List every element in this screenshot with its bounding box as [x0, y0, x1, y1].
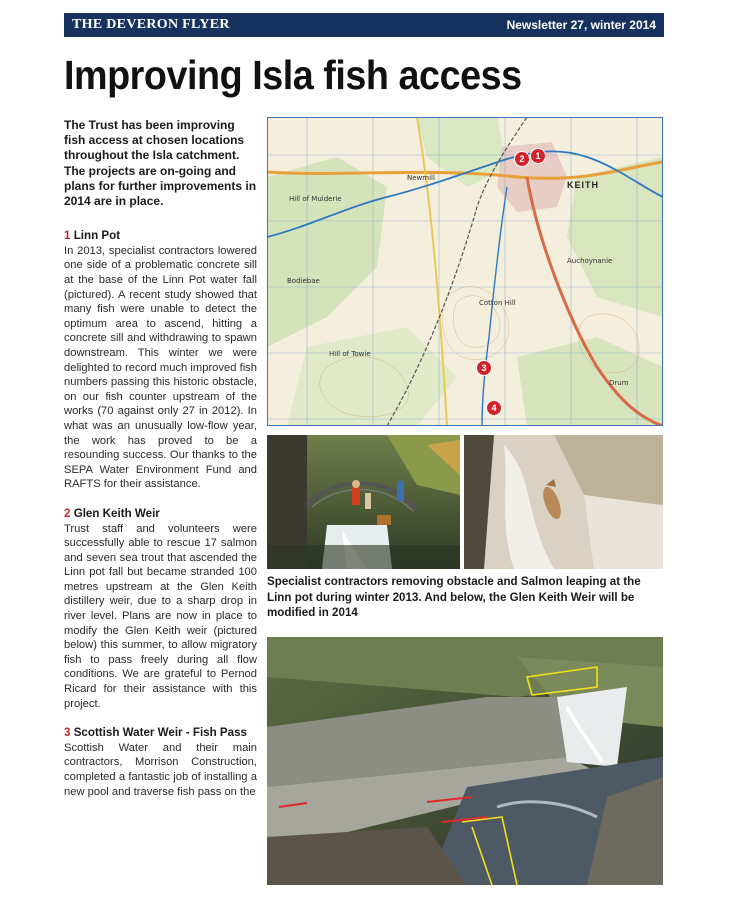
- map-place-label: Hill of Towie: [329, 350, 371, 358]
- glen-keith-weir-photo: [267, 637, 663, 885]
- newsletter-brand: THE DEVERON FLYER: [72, 17, 230, 32]
- map-marker-3: 3: [476, 360, 492, 376]
- map-place-label: Drum: [609, 379, 629, 387]
- map-place-label: Newmill: [407, 174, 435, 182]
- isla-catchment-map: [267, 117, 663, 426]
- section-number: 3: [64, 726, 71, 740]
- town-label-keith: KEITH: [567, 180, 599, 190]
- section-heading-text: Glen Keith Weir: [73, 506, 160, 520]
- section-body-glen-keith: Trust staff and volunteers were successfully able to rescue 17 salmon and seven sea trout that ascended the Linn pot fall but became stranded 100 metres upstream at the Glen Keith distillery weir, due to a sharp drop in river level. Plans are now in place to modify the Glen Keith weir (pictured below) this summer, to allow migratory fish to pass freely during all flow conditions. We are grateful to Pernod Ricard for their assistance with this project.: [64, 522, 257, 710]
- map-place-label: Auchoynanie: [567, 257, 613, 265]
- salmon-photo-artwork: [464, 435, 663, 569]
- map-marker-4: 4: [486, 400, 502, 416]
- section-heading-text: Scottish Water Weir - Fish Pass: [73, 726, 247, 740]
- section-body-linn-pot: In 2013, specialist contractors lowered one side of a problematic concrete sill at the base of the Linn Pot water fall (pictured). A recent study showed that many fish were unable to detect the optimum area to ascend, hitting a concrete sill and withdrawing to spawn downstream. This winter we were delighted to record much improved fish numbers passing this historic obstacle, on our fish counter upstream of the works (70 against only 27 in 2012). In what was an unusually low-flow year, the work has proved to be a resounding success. Our thanks to the SEPA Water Environment Fund and RAFTS for their assistance.: [64, 244, 257, 491]
- map-marker-1: 1: [530, 148, 546, 164]
- map-place-label: Bodiebae: [287, 277, 320, 285]
- section-number: 2: [64, 506, 71, 520]
- section-heading-text: Linn Pot: [73, 229, 121, 243]
- photo-caption: Specialist contractors removing obstacle and Salmon leaping at the Linn pot during winter 2013. And below, the Glen Keith Weir will be modified in 2014: [267, 575, 641, 619]
- map-place-label: Cotton Hill: [479, 299, 516, 307]
- article-column: [64, 118, 257, 814]
- section-heading-glen-keith: [64, 507, 257, 522]
- section-number: 1: [64, 229, 71, 243]
- map-artwork: [267, 117, 663, 426]
- salmon-leaping-photo: [464, 435, 663, 569]
- map-marker-2: 2: [514, 151, 530, 167]
- contractors-photo: [267, 435, 460, 569]
- lead-paragraph: The Trust has been improving fish access at chosen locations throughout the Isla catchment. The projects are on-going and plans for further improvements in 2014 are in place.: [64, 118, 257, 209]
- contractors-photo-artwork: [267, 435, 460, 569]
- section-body-fish-pass: Scottish Water and their main contractors, Morrison Construction, completed a fantastic job of installing a new pool and traverse fish pass on the: [64, 741, 257, 798]
- map-place-label: Hill of Mulderie: [289, 195, 342, 203]
- section-heading-fish-pass: [64, 726, 257, 741]
- weir-photo-artwork: [267, 637, 663, 885]
- masthead-bar: [64, 13, 664, 37]
- page-title: Improving Isla fish access: [64, 52, 522, 98]
- section-heading-linn-pot: [64, 229, 257, 244]
- issue-label: Newsletter 27, winter 2014: [506, 18, 656, 32]
